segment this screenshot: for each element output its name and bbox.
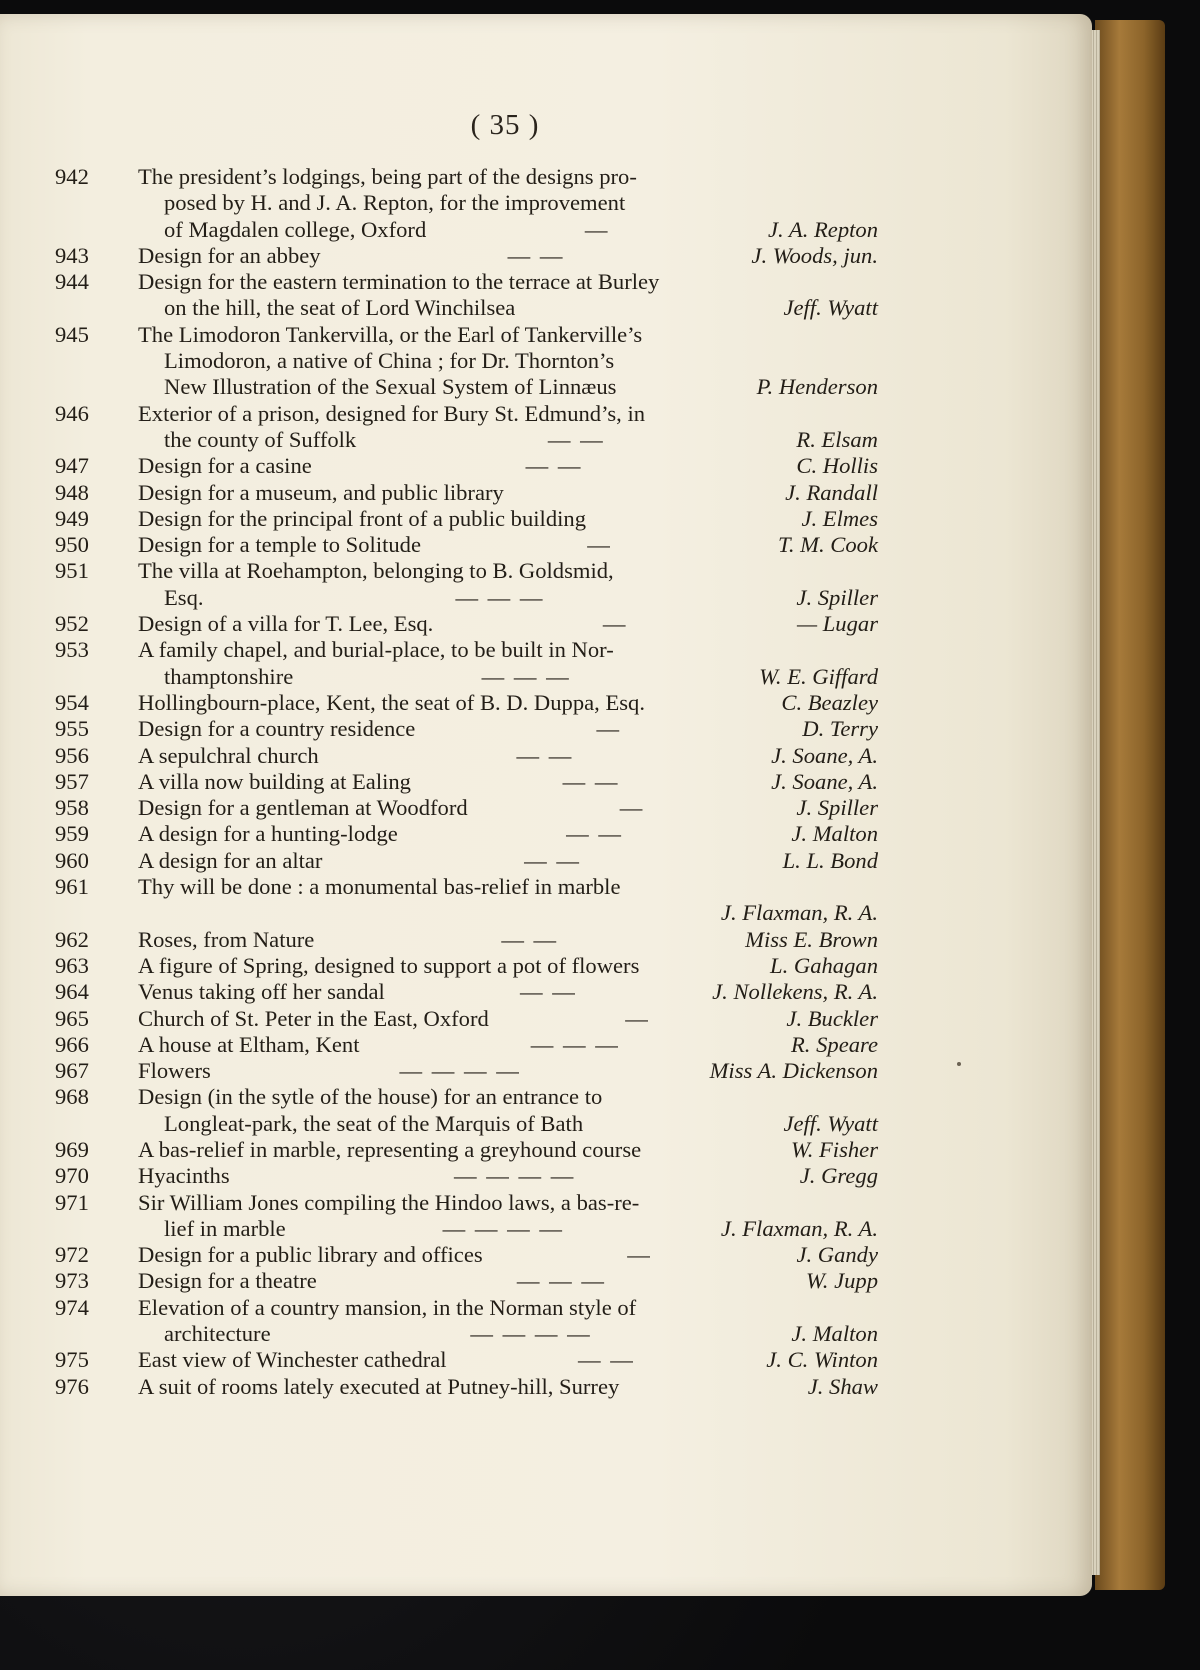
entry-number: 948: [55, 479, 89, 505]
catalogue-entry: [0, 848, 1092, 874]
leader-dashes: —: [619, 795, 645, 821]
catalogue-entry: [0, 1163, 1092, 1189]
entry-line: [138, 821, 878, 847]
catalogue-entry: [0, 480, 1092, 506]
entry-line: [138, 769, 878, 795]
artist-name: Jeff. Wyatt: [783, 295, 878, 321]
entry-title: thamptonshire: [164, 663, 294, 689]
entry-title: A design for an altar: [138, 847, 323, 873]
entry-title: A suit of rooms lately executed at Putney-hill, Surrey: [138, 1373, 620, 1399]
entry-title: A family chapel, and burial-place, to be built in Nor-: [138, 637, 614, 663]
catalogue-entry: [0, 795, 1092, 821]
artist-name: Miss A. Dickenson: [709, 1058, 878, 1084]
entry-title: Design of a villa for T. Lee, Esq.: [138, 611, 434, 637]
entry-title: The villa at Roehampton, belonging to B. Goldsmid,: [138, 558, 614, 584]
entry-number: 962: [55, 926, 89, 952]
entry-line: [164, 585, 878, 611]
entry-number: 942: [55, 164, 89, 189]
leader-dashes: — —: [578, 1347, 635, 1373]
entry-line: [138, 1268, 878, 1294]
artist-name: J. Woods, jun.: [751, 242, 878, 268]
entry-title: architecture: [164, 1321, 271, 1347]
entry-number: 961: [55, 874, 89, 900]
leader-dashes: — — — —: [454, 1163, 576, 1189]
entry-title: Limodoron, a native of China ; for Dr. Thornton’s: [164, 348, 615, 374]
entry-title: Design for a gentleman at Woodford: [138, 795, 468, 821]
leader-dashes: — —: [516, 742, 574, 768]
leader-dashes: — —: [525, 453, 583, 479]
margin-mark: [957, 1062, 961, 1066]
entry-number: 973: [55, 1268, 89, 1294]
catalogue-entry: [0, 1242, 1092, 1268]
entry-title: lief in marble: [164, 1215, 286, 1241]
entry-number: 974: [55, 1294, 89, 1320]
artist-name: J. C. Winton: [766, 1347, 878, 1373]
catalogue-entry: [0, 979, 1092, 1005]
catalogue-entry: [0, 927, 1092, 953]
catalogue-entry: [0, 1032, 1092, 1058]
entry-title: Hyacinths: [138, 1163, 230, 1189]
entry-title: Design for a casine: [138, 453, 312, 479]
entry-number: 956: [55, 742, 89, 768]
entry-number: 964: [55, 979, 89, 1005]
artist-name: J. Malton: [791, 821, 878, 847]
page-number: ( 35 ): [470, 109, 540, 141]
entry-line: [164, 900, 878, 926]
entry-line: [138, 1190, 878, 1216]
entry-line: [164, 1111, 878, 1137]
entry-title: Venus taking off her sandal: [138, 979, 385, 1005]
entry-line: [138, 1374, 878, 1400]
entry-number: 963: [55, 952, 89, 978]
artist-name: J. Spiller: [796, 795, 878, 821]
entry-number: 971: [55, 1189, 89, 1215]
catalogue-entry: [0, 322, 1092, 401]
artist-name: C. Beazley: [781, 689, 878, 715]
entry-line: [138, 1058, 878, 1084]
entry-title: on the hill, the seat of Lord Winchilsea: [164, 295, 516, 321]
catalogue-entry: [0, 1137, 1092, 1163]
artist-name: J. Flaxman, R. A.: [720, 900, 878, 926]
catalogue-entry: [0, 1268, 1092, 1294]
artist-name: R. Speare: [791, 1031, 878, 1057]
entry-title: Design for the eastern termination to the terrace at Burley: [138, 269, 660, 295]
entry-title: Exterior of a prison, designed for Bury St. Edmund’s, in: [138, 400, 646, 426]
artist-name: J. A. Repton: [767, 216, 878, 242]
artist-name: J. Gregg: [799, 1163, 878, 1189]
artist-name: W. E. Giffard: [759, 663, 878, 689]
entry-line: [138, 1137, 878, 1163]
leader-dashes: — —: [520, 979, 577, 1005]
entry-number: 954: [55, 689, 89, 715]
leader-dashes: — —: [501, 926, 559, 952]
entry-title: The president’s lodgings, being part of the designs pro-: [138, 164, 637, 189]
catalogue-entry: [0, 558, 1092, 611]
entry-line: [138, 532, 878, 558]
catalogue-entry: [0, 164, 1092, 243]
entry-title: Roses, from Nature: [138, 926, 315, 952]
catalogue-entry: [0, 269, 1092, 322]
entry-line: [138, 1006, 878, 1032]
catalogue-entry: [0, 821, 1092, 847]
entry-number: 945: [55, 321, 89, 347]
entry-number: 965: [55, 1005, 89, 1031]
artist-name: J. Spiller: [796, 584, 878, 610]
artist-name: Miss E. Brown: [745, 926, 878, 952]
catalogue-entry: [0, 874, 1092, 927]
entry-number: 955: [55, 716, 89, 742]
entry-line: [164, 1216, 878, 1242]
catalogue-entry: [0, 532, 1092, 558]
entry-line: [138, 690, 878, 716]
entry-title: Sir William Jones compiling the Hindoo laws, a bas-re-: [138, 1189, 640, 1215]
artist-name: L. Gahagan: [770, 952, 878, 978]
entry-number: 976: [55, 1373, 89, 1399]
catalogue-entry: [0, 1347, 1092, 1373]
artist-name: J. Elmes: [801, 505, 878, 531]
leader-dashes: — —: [566, 821, 624, 847]
entry-number: 950: [55, 532, 89, 558]
entry-title: Design for the principal front of a public building: [138, 505, 587, 531]
entry-title: The Limodoron Tankervilla, or the Earl of Tankerville’s: [138, 321, 643, 347]
entry-title: Hollingbourn-place, Kent, the seat of B. D. Duppa, Esq.: [138, 689, 645, 715]
leader-dashes: —: [584, 216, 610, 242]
entry-line: [138, 269, 878, 295]
book-page: [0, 14, 1092, 1596]
entry-title: Thy will be done : a monumental bas-relief in marble: [138, 874, 621, 900]
entry-line: [138, 1084, 878, 1110]
catalogue-entries: [0, 164, 1092, 1400]
entry-line: [164, 374, 878, 400]
entry-number: 953: [55, 637, 89, 663]
entry-line: [138, 243, 878, 269]
entry-title: Flowers: [138, 1058, 211, 1084]
leader-dashes: —: [625, 1005, 650, 1031]
catalogue-entry: [0, 611, 1092, 637]
entry-line: [138, 953, 878, 979]
entry-title: A design for a hunting-lodge: [138, 821, 398, 847]
entry-number: 951: [55, 558, 89, 584]
entry-line: [138, 506, 878, 532]
entry-title: posed by H. and J. A. Repton, for the improvement: [164, 190, 626, 216]
entry-line: [138, 453, 878, 479]
entry-title: A villa now building at Ealing: [138, 768, 411, 794]
artist-name: D. Terry: [802, 716, 878, 742]
catalogue-entry: [0, 953, 1092, 979]
entry-title: Design for an abbey: [138, 242, 321, 268]
entry-title: A bas-relief in marble, representing a greyhound course: [138, 1136, 642, 1162]
catalogue-entry: [0, 453, 1092, 479]
leader-dashes: — — —: [516, 1268, 606, 1294]
catalogue-entry: [0, 1190, 1092, 1243]
catalogue-entry: [0, 743, 1092, 769]
entry-number: 967: [55, 1058, 89, 1084]
catalogue-entry: [0, 243, 1092, 269]
entry-line: [138, 164, 878, 190]
leader-dashes: — —: [562, 768, 620, 794]
entry-number: 946: [55, 400, 89, 426]
leader-dashes: — — —: [481, 663, 571, 689]
catalogue-entry: [0, 1058, 1092, 1084]
catalogue-entry: [0, 1374, 1092, 1400]
entry-title: Design for a theatre: [138, 1268, 317, 1294]
entry-title: East view of Winchester cathedral: [138, 1347, 447, 1373]
entry-line: [138, 743, 878, 769]
catalogue-entry: [0, 506, 1092, 532]
leader-dashes: —: [627, 1242, 652, 1268]
leader-dashes: —: [587, 532, 612, 558]
entry-line: [164, 1321, 878, 1347]
entry-line: [138, 874, 878, 900]
artist-name: Jeff. Wyatt: [783, 1110, 878, 1136]
artist-name: C. Hollis: [796, 453, 878, 479]
entry-number: 949: [55, 505, 89, 531]
entry-line: [138, 637, 878, 663]
leader-dashes: — — —: [530, 1031, 620, 1057]
leader-dashes: — —: [524, 847, 581, 873]
entry-title: A figure of Spring, designed to support a pot of flowers: [138, 952, 640, 978]
entry-number: 970: [55, 1163, 89, 1189]
artist-name: J. Buckler: [786, 1005, 878, 1031]
catalogue-entry: [0, 637, 1092, 690]
entry-line: [164, 295, 878, 321]
entry-title: New Illustration of the Sexual System of Linnæus: [164, 374, 617, 400]
catalogue-entry: [0, 1295, 1092, 1348]
leader-dashes: —: [596, 716, 622, 742]
entry-line: [138, 927, 878, 953]
entry-line: [164, 427, 878, 453]
catalogue-entry: [0, 1006, 1092, 1032]
entry-number: 968: [55, 1084, 89, 1110]
entry-title: Design for a museum, and public library: [138, 479, 504, 505]
entry-line: [164, 217, 878, 243]
entry-title: Longleat-park, the seat of the Marquis of Bath: [164, 1110, 584, 1136]
entry-line: [138, 848, 878, 874]
artist-name: J. Shaw: [807, 1373, 878, 1399]
entry-line: [164, 664, 878, 690]
entry-line: [138, 611, 878, 637]
leader-dashes: — — — —: [399, 1058, 521, 1084]
artist-name: — Lugar: [797, 611, 878, 637]
entry-number: 944: [55, 269, 89, 295]
book-cover-edge: [1095, 20, 1165, 1590]
entry-title: Elevation of a country mansion, in the Norman style of: [138, 1294, 637, 1320]
entry-line: [164, 190, 878, 216]
entry-line: [138, 322, 878, 348]
artist-name: J. Randall: [785, 479, 878, 505]
entry-title: of Magdalen college, Oxford: [164, 216, 427, 242]
artist-name: J. Flaxman, R. A.: [720, 1215, 878, 1241]
entry-line: [138, 1347, 878, 1373]
catalogue-entry: [0, 690, 1092, 716]
leader-dashes: — —: [547, 426, 605, 452]
entry-number: 957: [55, 768, 89, 794]
entry-line: [138, 1163, 878, 1189]
entry-line: [138, 1242, 878, 1268]
entry-line: [138, 795, 878, 821]
entry-number: 972: [55, 1242, 89, 1268]
entry-line: [138, 401, 878, 427]
artist-name: R. Elsam: [796, 426, 878, 452]
entry-line: [138, 716, 878, 742]
entry-title: Design (in the sytle of the house) for an entrance to: [138, 1084, 603, 1110]
entry-line: [138, 1295, 878, 1321]
leader-dashes: — — — —: [442, 1215, 564, 1241]
entry-number: 969: [55, 1136, 89, 1162]
entry-title: Design for a country residence: [138, 716, 416, 742]
leader-dashes: — —: [507, 242, 565, 268]
entry-number: 952: [55, 611, 89, 637]
entry-title: A house at Eltham, Kent: [138, 1031, 360, 1057]
artist-name: L. L. Bond: [782, 847, 878, 873]
entry-title: Church of St. Peter in the East, Oxford: [138, 1005, 489, 1031]
artist-name: J. Gandy: [796, 1242, 878, 1268]
artist-name: J. Nollekens, R. A.: [712, 979, 878, 1005]
entry-number: 960: [55, 847, 89, 873]
catalogue-entry: [0, 716, 1092, 742]
entry-number: 975: [55, 1347, 89, 1373]
entry-line: [138, 480, 878, 506]
leader-dashes: — — —: [455, 584, 545, 610]
entry-title: Esq.: [164, 584, 204, 610]
entry-number: 959: [55, 821, 89, 847]
entry-number: 943: [55, 242, 89, 268]
entry-line: [138, 979, 878, 1005]
artist-name: J. Soane, A.: [771, 742, 878, 768]
artist-name: W. Fisher: [790, 1136, 878, 1162]
artist-name: T. M. Cook: [778, 532, 878, 558]
entry-number: 958: [55, 795, 89, 821]
entry-title: the county of Suffolk: [164, 426, 357, 452]
leader-dashes: — — — —: [470, 1321, 592, 1347]
entry-title: A sepulchral church: [138, 742, 319, 768]
artist-name: P. Henderson: [756, 374, 878, 400]
entry-number: 966: [55, 1031, 89, 1057]
entry-number: 947: [55, 453, 89, 479]
entry-title: Design for a public library and offices: [138, 1242, 483, 1268]
catalogue-entry: [0, 1084, 1092, 1137]
artist-name: J. Soane, A.: [771, 768, 878, 794]
entry-title: Design for a temple to Solitude: [138, 532, 421, 558]
entry-line: [164, 348, 878, 374]
catalogue-entry: [0, 769, 1092, 795]
catalogue-entry: [0, 401, 1092, 454]
artist-name: J. Malton: [791, 1321, 878, 1347]
entry-line: [138, 1032, 878, 1058]
entry-line: [138, 558, 878, 584]
artist-name: W. Jupp: [806, 1268, 878, 1294]
leader-dashes: —: [602, 611, 628, 637]
